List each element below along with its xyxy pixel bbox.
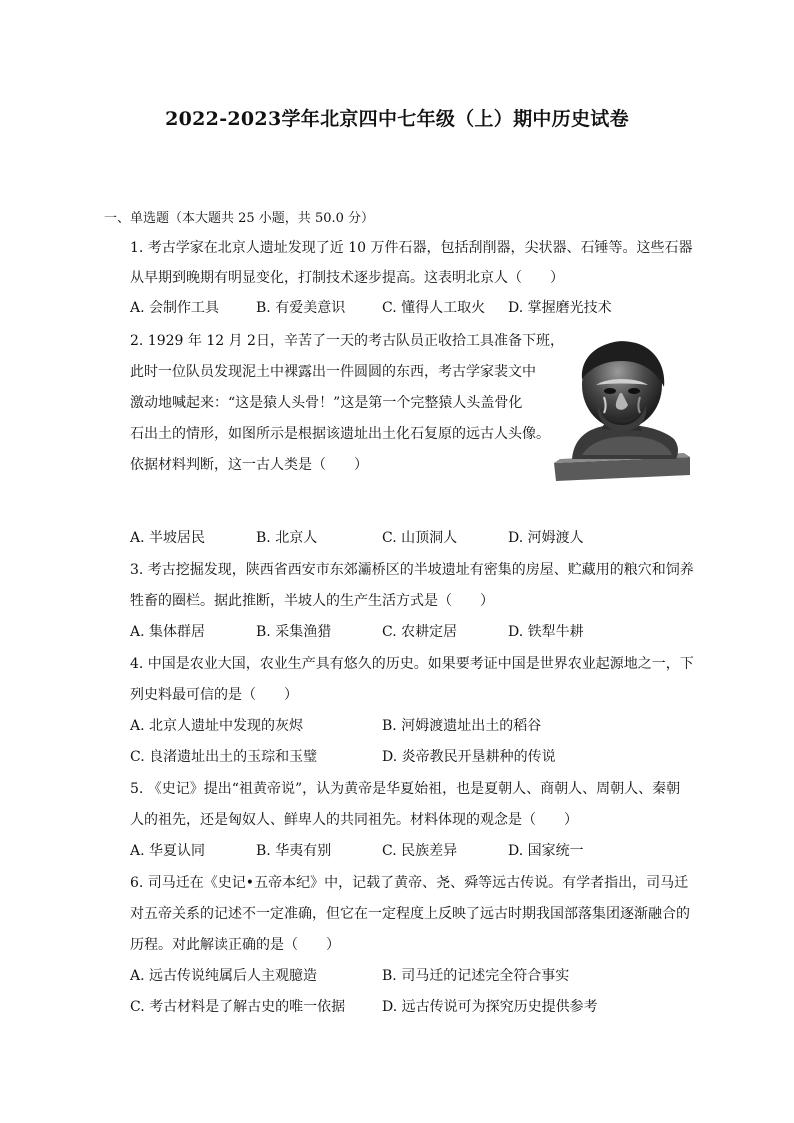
question-1-option-c: C. 懂得人工取火: [382, 300, 486, 316]
question-4-line-1: 4. 中国是农业大国，农业生产具有悠久的历史。如果要考证中国是世界农业起源地之一，下: [130, 656, 694, 672]
question-3-option-d: D. 铁犁牛耕: [508, 624, 584, 640]
question-1-line-1: 1. 考古学家在北京人遗址发现了近 10 万件石器，包括刮削器，尖状器、石锤等。这些石器: [130, 240, 693, 256]
question-5-option-b: B. 华夷有别: [256, 843, 332, 859]
question-4-option-c: C. 良渚遗址出土的玉琮和玉璧: [130, 749, 318, 765]
question-2-line-2: 此时一位队员发现泥土中裸露出一件圆圆的东西，考古学家裴文中: [130, 364, 536, 380]
question-4-line-2: 列史料最可信的是（ ）: [130, 687, 298, 703]
question-5-line-2: 人的祖先，还是匈奴人、鲜卑人的共同祖先。材料体现的观念是（ ）: [130, 812, 578, 828]
question-2-option-b: B. 北京人: [256, 530, 318, 546]
peking-man-bust-image: [552, 335, 692, 483]
question-6-option-b: B. 司马迁的记述完全符合事实: [382, 968, 570, 984]
question-6-line-1: 6. 司马迁在《史记•五帝本纪》中，记载了黄帝、尧、舜等远古传说。有学者指出，司马迁: [130, 875, 689, 891]
question-4-option-a: A. 北京人遗址中发现的灰烬: [130, 718, 304, 734]
question-2-line-5: 依据材料判断，这一古人类是（ ）: [130, 457, 368, 473]
question-1-option-a: A. 会制作工具: [130, 300, 220, 316]
question-6-line-2: 对五帝关系的记述不一定准确，但它在一定程度上反映了远古时期我国部落集团逐渐融合的: [130, 906, 690, 922]
question-5-option-a: A. 华夏认同: [130, 843, 206, 859]
question-4-option-b: B. 河姆渡遗址出土的稻谷: [382, 718, 542, 734]
question-3-option-a: A. 集体群居: [130, 624, 206, 640]
question-6-line-3: 历程。对此解读正确的是（ ）: [130, 937, 340, 953]
question-4-option-d: D. 炎帝教民开垦耕种的传说: [382, 749, 556, 765]
question-2-line-3: 激动地喊起来：“这是猿人头骨！”这是第一个完整猿人头盖骨化: [130, 395, 523, 411]
question-3-line-1: 3. 考古挖掘发现，陕西省西安市东郊灞桥区的半坡遗址有密集的房屋、贮藏用的粮穴和饲养: [130, 562, 694, 578]
page-title: 2022-2023学年北京四中七年级（上）期中历史试卷: [165, 108, 629, 130]
question-5-option-c: C. 民族差异: [382, 843, 458, 859]
section-header: 一、单选题（本大题共 25 小题，共 50.0 分）: [104, 211, 375, 226]
question-1-option-d: D. 掌握磨光技术: [508, 300, 612, 316]
question-2-line-1: 2. 1929 年 12 月 2日，辛苦了一天的考古队员正收拾工具准备下班，: [130, 333, 564, 349]
question-3-option-c: C. 农耕定居: [382, 624, 458, 640]
question-2-option-c: C. 山顶洞人: [382, 530, 458, 546]
question-5-option-d: D. 国家统一: [508, 843, 584, 859]
question-5-line-1: 5. 《史记》提出“祖黄帝说”，认为黄帝是华夏始祖，也是夏朝人、商朝人、周朝人、秦朝: [130, 781, 681, 797]
question-1-option-b: B. 有爱美意识: [256, 300, 346, 316]
question-3-line-2: 牲畜的圈栏。据此推断，半坡人的生产生活方式是（ ）: [130, 593, 494, 609]
question-6-option-c: C. 考古材料是了解古史的唯一依据: [130, 999, 346, 1015]
question-2-line-4: 石出土的情形，如图所示是根据该遗址出土化石复原的远古人头像。: [130, 426, 550, 442]
question-6-option-d: D. 远古传说可为探究历史提供参考: [382, 999, 598, 1015]
question-3-option-b: B. 采集渔猎: [256, 624, 332, 640]
question-2-option-d: D. 河姆渡人: [508, 530, 584, 546]
question-6-option-a: A. 远古传说纯属后人主观臆造: [130, 968, 318, 984]
question-2-option-a: A. 半坡居民: [130, 530, 206, 546]
question-1-line-2: 从早期到晚期有明显变化，打制技术逐步提高。这表明北京人（ ）: [130, 270, 564, 286]
